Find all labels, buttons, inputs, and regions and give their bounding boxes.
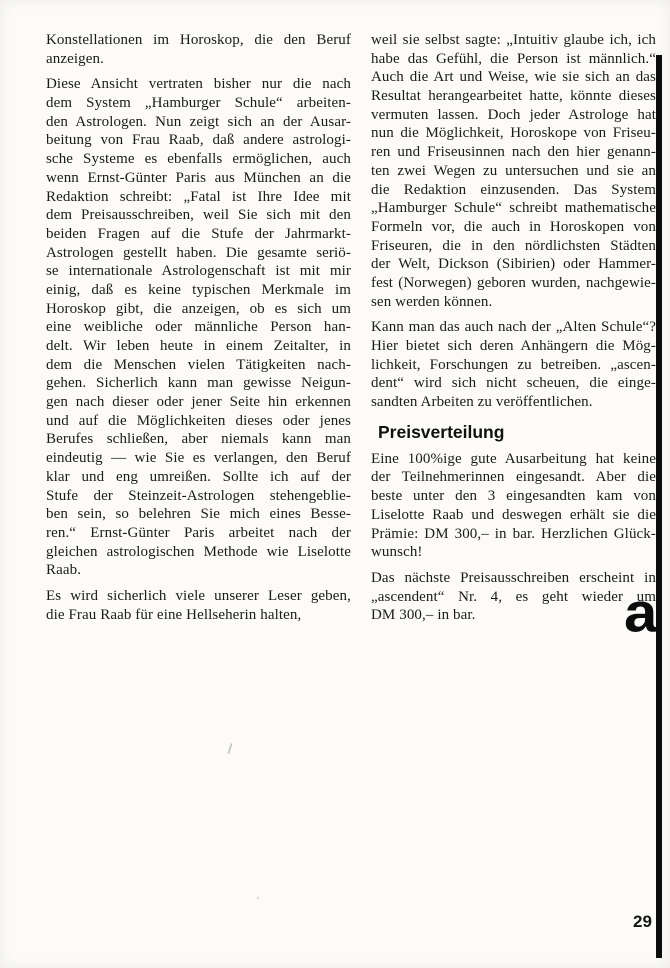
text-line: DM 300,– in bar. — [371, 607, 476, 624]
paragraph — [46, 75, 351, 580]
paragraph — [46, 587, 351, 624]
text-line: und auf die Möglichkeiten dieses oder jenes — [46, 412, 351, 429]
text-line: wenn Ernst-Günter Paris aus München an die — [46, 169, 351, 186]
text-line: Friseuren, die in den nördlichsten Städten — [371, 237, 656, 254]
text-line: sandten Arbeiten zu veröffentlichen. — [371, 394, 593, 411]
text-line: „ascendent“ Nr. 4, es geht wieder um — [371, 588, 656, 605]
text-line: ben sein, so belehren Sie mich eines Besse- — [46, 506, 351, 523]
left-column — [46, 31, 351, 631]
ascendent-logo: a — [624, 581, 656, 644]
text-line: eine weibliche oder männliche Person han- — [46, 319, 351, 336]
text-line: die Redaktion einzusenden. Das System — [371, 181, 656, 198]
text-line: dem System „Hamburger Schule“ arbeiten- — [46, 95, 351, 112]
paragraph — [371, 31, 656, 311]
text-line: ren und Friseusinnen nach den hier genann- — [371, 144, 656, 161]
text-line: Horoskop gibt, die anzeigen, ob es sich um — [46, 300, 351, 317]
text-line: ren.“ Ernst-Günter Paris arbeitet nach der — [46, 524, 351, 541]
text-line: Konstellationen im Horoskop, die den Beruf — [46, 32, 351, 48]
paragraph — [371, 450, 656, 562]
text-line: Auch die Art und Weise, wie sie sich an das — [371, 69, 656, 86]
text-line: Raab. — [46, 562, 82, 579]
paragraph — [371, 318, 656, 411]
text-line: Kann man das auch nach der „Alten Schule“? — [371, 319, 656, 336]
text-line: eindeutig — wie Sie es verlangen, den Beruf — [46, 450, 351, 467]
text-line: klar und eng umreißen. Sollte ich auf der — [46, 468, 351, 485]
text-line: vermuten lassen. Doch jeder Astrologe hat — [371, 106, 656, 123]
right-column — [371, 31, 656, 632]
text-line: beitung von Frau Raab, daß andere astrologi- — [46, 132, 351, 149]
text-line: gehen. Sicherlich kann man gewisse Neigun- — [46, 375, 351, 392]
paragraph — [371, 569, 656, 625]
text-line: der Teilnehmerinnen eingesandt. Aber die — [371, 469, 656, 486]
text-line: nun die Möglichkeit, Horoskope von Friseu- — [371, 125, 656, 142]
text-line: Eine 100%ige gute Ausarbeitung hat keine — [371, 450, 656, 467]
text-line: Diese Ansicht vertraten bisher nur die nach — [46, 76, 351, 93]
text-line: den Astrologen. Nun zeigt sich an der Ausar- — [46, 113, 351, 130]
text-line: Liselotte Raab und deswegen erhält sie die — [371, 506, 656, 523]
page-number: 29 — [633, 912, 652, 931]
text-line: der Welt, Dickson (Sibirien) oder Hammer- — [371, 256, 656, 273]
text-line: Hier bietet sich deren Anhängern die Mög- — [371, 338, 656, 354]
text-line: gleichen astrologischen Methode wie Liselotte — [46, 543, 351, 560]
text-line: lichkeit, Forschungen zu betreiben. „ascen- — [371, 356, 656, 373]
text-line: anzeigen. — [46, 50, 104, 67]
scan-artifact-slash — [227, 743, 232, 754]
text-line: sen werden können. — [371, 293, 493, 310]
text-line: beste unter den 3 eingesandten kam von — [371, 488, 656, 505]
right-edge-rule — [656, 55, 662, 958]
text-line: delt. Wir leben heute in einem Zeitalter, in — [46, 338, 351, 354]
text-line: weil sie selbst sagte: „Intuitiv glaube ich, ich — [371, 32, 656, 48]
paragraph — [46, 31, 351, 68]
text-line: fest (Norwegen) geboren wurden, nachgewie- — [371, 274, 656, 291]
text-line: Redaktion schreibt: „Fatal ist Ihre Idee mit — [46, 188, 351, 205]
text-line: Berufes schließen, aber niemals kann man — [46, 431, 351, 448]
text-line: Formeln vor, die auch in Horoskopen von — [371, 218, 656, 235]
text-line: Stufe der Steinzeit-Astrologen stehengeblie- — [46, 487, 351, 504]
text-line: dent“ wird sich nicht scheuen, die einge- — [371, 375, 656, 392]
text-line: die Frau Raab für eine Hellseherin halten, — [46, 606, 302, 623]
section-heading: Preisverteilung — [378, 421, 505, 442]
text-line: dem Preisausschreiben, weil Sie sich mit den — [46, 207, 351, 224]
text-line: Astrologen gestellt haben. Die gesamte seriö- — [46, 244, 351, 261]
text-line: ten zwei Wegen zu untersuchen und sie an — [371, 162, 656, 179]
text-line: Das nächste Preisausschreiben erscheint in — [371, 569, 656, 586]
text-line: Resultat herangearbeitet hatte, könnte dieses — [371, 88, 656, 105]
text-line: Es wird sicherlich viele unserer Leser geben, — [46, 587, 351, 604]
text-line: „Hamburger Schule“ schreibt mathematische — [371, 200, 656, 217]
scan-artifact-dot — [257, 897, 259, 899]
text-line: se internationale Astrologenschaft ist mit mir — [46, 263, 351, 280]
text-line: beiden Fragen auf die Stufe der Jahrmarkt- — [46, 225, 351, 242]
text-line: wunsch! — [371, 544, 423, 561]
text-line: Prämie: DM 300,– in bar. Herzlichen Glück- — [371, 525, 656, 542]
text-line: sche Systeme es ebenfalls ermöglichen, auch — [46, 151, 351, 168]
text-line: habe das Gefühl, die Person ist männlich.“ — [371, 50, 656, 67]
text-line: dem die Menschen vielen Tätigkeiten nach- — [46, 356, 351, 373]
text-line: gen nach dieser oder jener Seite hin erkennen — [46, 394, 351, 411]
text-line: einig, daß es keine typischen Merkmale im — [46, 281, 351, 298]
